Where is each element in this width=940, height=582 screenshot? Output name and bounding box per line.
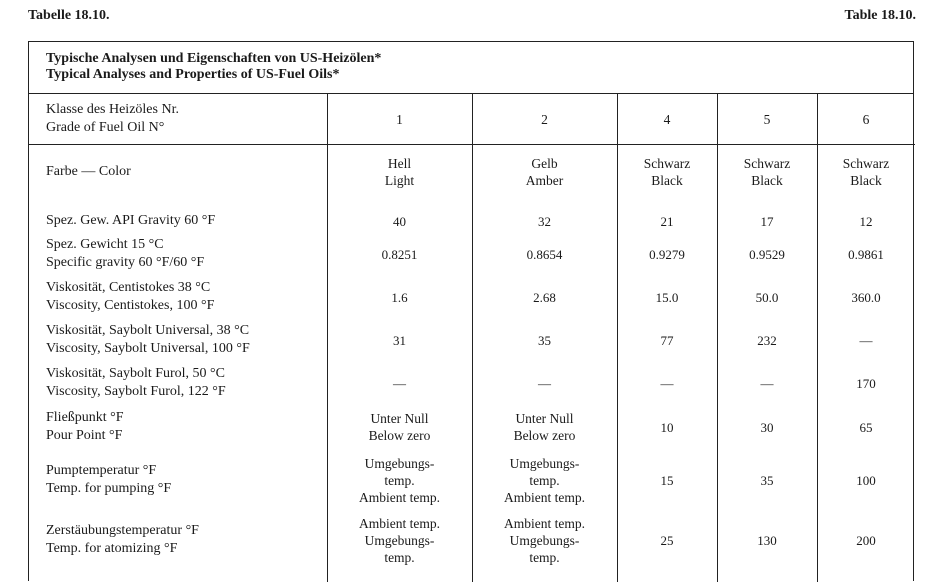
property-value-cell	[817, 362, 915, 404]
property-row	[29, 510, 915, 570]
property-value-line: 31	[393, 332, 406, 348]
property-label-line: Temp. for atomizing °F	[46, 541, 178, 556]
grade-cell: 2	[541, 111, 548, 127]
property-value-line: Below zero	[513, 428, 576, 443]
property-value-line: 0.9861	[848, 246, 884, 262]
property-value-line: —	[393, 375, 406, 391]
property-value-line: 130	[757, 532, 777, 548]
color-cell	[617, 144, 717, 200]
color-value-line: Schwarz	[743, 156, 791, 171]
property-value-line: 360.0	[851, 289, 881, 305]
property-value-line: temp.	[529, 549, 560, 565]
color-value-line: Hell	[387, 156, 412, 171]
property-value-cell	[717, 276, 817, 318]
property-value-line: Ambient temp.	[359, 515, 440, 531]
property-value-cell	[472, 208, 617, 234]
property-value-cell	[617, 362, 717, 404]
property-label-line: Pumptemperatur °F	[46, 463, 157, 478]
property-value-cell	[617, 319, 717, 361]
property-value-cell	[327, 450, 472, 510]
property-label-line: Spez. Gewicht 15 °C	[46, 237, 164, 252]
property-row	[29, 362, 915, 404]
color-value-line: Amber	[525, 173, 564, 188]
property-value-cell	[817, 208, 915, 234]
property-row	[29, 450, 915, 510]
property-row	[29, 208, 915, 234]
property-value-cell	[617, 404, 717, 450]
property-row-label	[46, 404, 124, 450]
property-value-line: 35	[760, 472, 774, 488]
color-cell	[472, 144, 617, 200]
property-label-line: Viscosity, Saybolt Furol, 122 °F	[46, 384, 226, 399]
color-row-label: Farbe — Color	[46, 164, 131, 179]
property-value-cell	[472, 234, 617, 274]
table-title-en: Typical Analyses and Properties of US-Fuel Oils*	[46, 67, 340, 82]
property-value-cell	[617, 276, 717, 318]
property-row-label	[46, 319, 250, 361]
property-value-line: 40	[393, 213, 406, 229]
property-value-line: Unter Null	[370, 411, 429, 426]
property-value-line: 50.0	[755, 289, 779, 305]
property-value-line: 30	[760, 419, 774, 435]
property-value-line: Ambient temp.	[504, 489, 585, 505]
property-value-line: 100	[856, 472, 876, 488]
color-row	[29, 144, 915, 200]
property-row-label	[46, 510, 199, 570]
property-value-cell	[472, 450, 617, 510]
property-value-line: Unter Null	[515, 411, 574, 426]
color-value-line: Schwarz	[842, 156, 890, 171]
property-value-line: Umgebungs-	[364, 532, 435, 548]
property-value-cell	[327, 276, 472, 318]
property-label-line: Viskosität, Saybolt Universal, 38 °C	[46, 323, 250, 338]
property-value-cell	[617, 450, 717, 510]
property-value-cell	[717, 234, 817, 274]
property-value-line: —	[660, 375, 674, 391]
property-value-line: 232	[757, 332, 777, 348]
property-value-line: 0.9279	[649, 246, 685, 262]
property-value-cell	[717, 510, 817, 570]
property-value-line: Ambient temp.	[504, 515, 585, 531]
property-row	[29, 276, 915, 318]
grade-header-label-en: Grade of Fuel Oil N°	[46, 120, 165, 135]
property-value-cell	[717, 362, 817, 404]
property-value-cell	[617, 234, 717, 274]
property-label-line: Viscosity, Centistokes, 100 °F	[46, 298, 215, 313]
property-value-cell	[472, 362, 617, 404]
property-value-line: 0.8654	[526, 246, 563, 262]
color-value-line: Light	[384, 173, 415, 188]
property-value-cell	[617, 510, 717, 570]
property-value-line: 0.9529	[749, 246, 785, 262]
property-label-line: Viskosität, Centistokes 38 °C	[46, 280, 211, 295]
table-title	[29, 42, 913, 94]
property-value-cell	[472, 510, 617, 570]
property-value-line: temp.	[529, 472, 560, 488]
grade-header-label-de: Klasse des Heizöles Nr.	[46, 102, 179, 117]
property-value-cell	[817, 404, 915, 450]
property-value-cell	[327, 510, 472, 570]
property-value-line: 12	[859, 213, 873, 229]
property-value-line: —	[760, 375, 774, 391]
property-value-line: —	[538, 375, 551, 391]
property-value-line: 65	[859, 419, 873, 435]
property-label-line: Viscosity, Saybolt Universal, 100 °F	[46, 341, 250, 356]
property-label-line: Temp. for pumping °F	[46, 481, 172, 496]
property-value-line: temp.	[384, 549, 415, 565]
grade-cell: 1	[396, 111, 403, 127]
grade-header-label	[46, 94, 179, 144]
property-label-line: Specific gravity 60 °F/60 °F	[46, 255, 205, 270]
color-value-line: Black	[651, 173, 683, 188]
property-value-line: 32	[538, 213, 551, 229]
property-value-cell	[327, 208, 472, 234]
property-row	[29, 404, 915, 450]
property-value-line: —	[859, 332, 873, 348]
property-value-cell	[817, 234, 915, 274]
property-value-line: 170	[856, 375, 876, 391]
property-value-line: 21	[660, 213, 674, 229]
color-value-line: Gelb	[531, 156, 558, 171]
property-value-cell	[717, 319, 817, 361]
color-value-line: Black	[850, 173, 882, 188]
property-row-label	[46, 276, 214, 318]
table-number-de: Tabelle 18.10.	[28, 8, 110, 23]
property-value-cell	[817, 319, 915, 361]
color-cell	[327, 144, 472, 200]
property-value-cell	[327, 404, 472, 450]
property-value-line: Umgebungs-	[509, 532, 580, 548]
grade-cell: 4	[663, 111, 671, 127]
property-value-cell	[817, 510, 915, 570]
property-value-line: 200	[856, 532, 876, 548]
property-value-cell	[817, 450, 915, 510]
property-value-cell	[717, 208, 817, 234]
property-value-cell	[472, 276, 617, 318]
property-value-cell	[327, 319, 472, 361]
property-value-cell	[472, 319, 617, 361]
property-row-label	[46, 234, 204, 274]
property-value-cell	[617, 208, 717, 234]
grade-cell: 5	[763, 111, 771, 127]
property-value-line: 0.8251	[381, 246, 418, 262]
property-value-line: 25	[660, 532, 674, 548]
property-value-line: 1.6	[391, 289, 408, 305]
grade-header-row	[29, 94, 915, 144]
property-value-cell	[327, 234, 472, 274]
table-title-de: Typische Analysen und Eigenschaften von US-Heizölen*	[46, 51, 382, 66]
property-row-label	[46, 208, 215, 234]
property-value-line: Ambient temp.	[359, 489, 440, 505]
property-value-line: 15	[660, 472, 674, 488]
property-row-label	[46, 450, 171, 510]
property-row-label	[46, 362, 226, 404]
property-value-line: Umgebungs-	[364, 455, 435, 471]
property-value-cell	[717, 404, 817, 450]
color-value-line: Schwarz	[643, 156, 691, 171]
property-value-line: 2.68	[533, 289, 556, 305]
property-label-line: Viskosität, Saybolt Furol, 50 °C	[46, 366, 225, 381]
property-value-line: Umgebungs-	[509, 455, 580, 471]
property-value-cell	[817, 276, 915, 318]
color-cell	[817, 144, 915, 200]
property-value-line: 10	[660, 419, 674, 435]
property-value-line: Below zero	[368, 428, 431, 443]
color-cell	[717, 144, 817, 200]
table-number-en: Table 18.10.	[844, 8, 916, 23]
property-value-cell	[327, 362, 472, 404]
property-label-line: Spez. Gew. API Gravity 60 °F	[46, 213, 216, 228]
property-value-line: 77	[660, 332, 674, 348]
property-value-line: 35	[538, 332, 551, 348]
grade-cell: 6	[862, 111, 870, 127]
color-value-line: Black	[751, 173, 783, 188]
property-value-cell	[717, 450, 817, 510]
property-row	[29, 319, 915, 361]
property-value-line: temp.	[384, 472, 415, 488]
fuel-oil-table	[28, 41, 914, 581]
property-value-line: 15.0	[655, 289, 679, 305]
property-value-cell	[472, 404, 617, 450]
property-label-line: Zerstäubungstemperatur °F	[46, 523, 199, 538]
property-label-line: Fließpunkt °F	[46, 410, 124, 425]
property-label-line: Pour Point °F	[46, 428, 123, 443]
property-value-line: 17	[760, 213, 774, 229]
property-row	[29, 234, 915, 274]
